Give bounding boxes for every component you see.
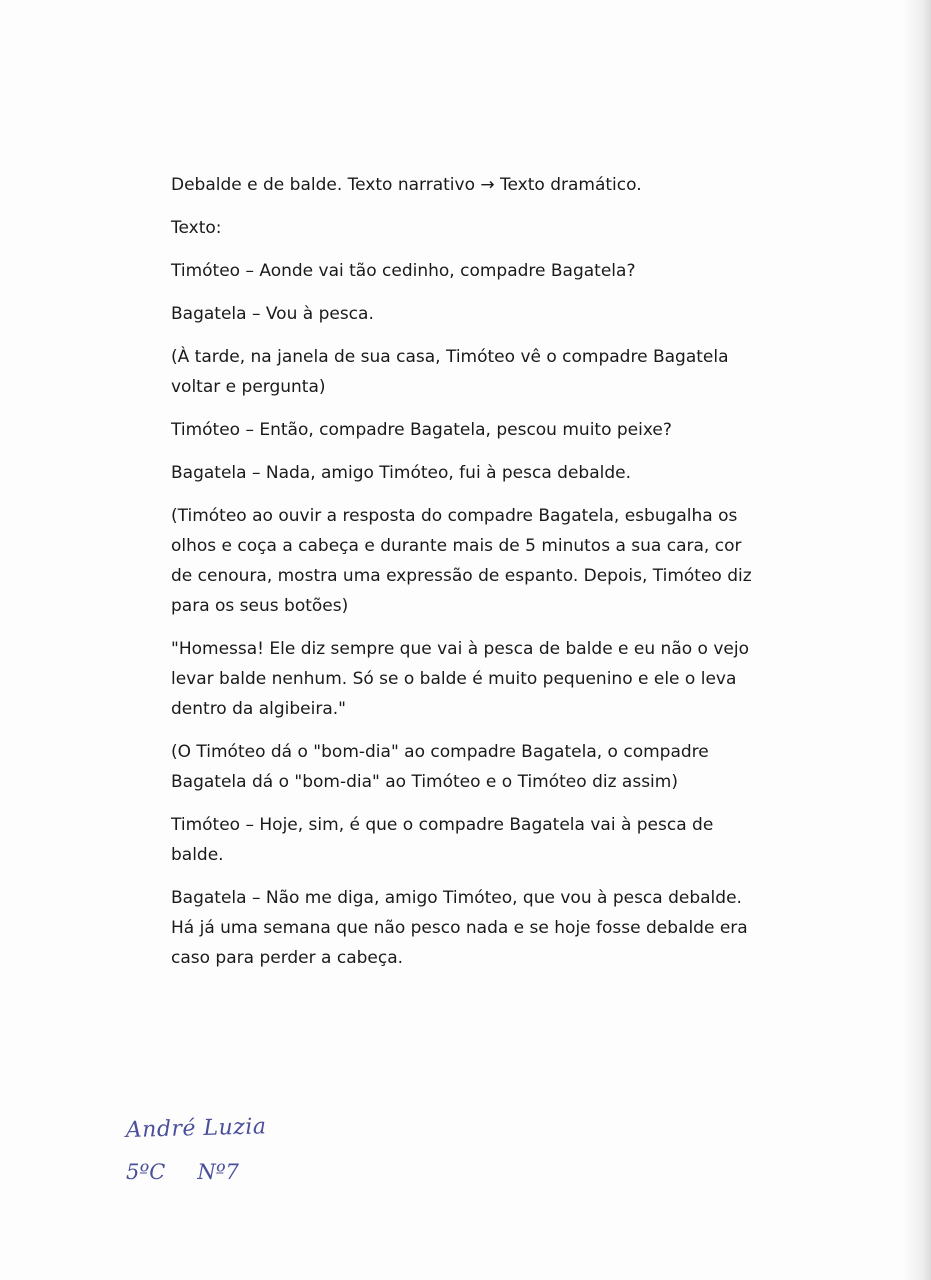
dialogue-line: Bagatela – Nada, amigo Timóteo, fui à pesca debalde. bbox=[171, 463, 632, 483]
stage-direction: (À tarde, na janela de sua casa, Timóteo vê o compadre Bagatela voltar e pergunta) bbox=[171, 347, 729, 397]
dialogue-line: Timóteo – Então, compadre Bagatela, pescou muito peixe? bbox=[171, 420, 672, 440]
inner-monologue: "Homessa! Ele diz sempre que vai à pesca de balde e eu não o vejo levar balde nenhum. Só se o balde é muito pequenino e ele o leva dentro da algibeira." bbox=[171, 639, 749, 719]
dialogue-line: Timóteo – Hoje, sim, é que o compadre Bagatela vai à pesca de balde. bbox=[171, 815, 714, 865]
document-title: Debalde e de balde. Texto narrativo → Texto dramático. bbox=[171, 175, 642, 195]
student-number: Nº7 bbox=[197, 1160, 239, 1184]
dialogue-line: Timóteo – Aonde vai tão cedinho, compadre Bagatela? bbox=[171, 261, 636, 281]
document-body bbox=[171, 170, 761, 986]
stage-direction: (Timóteo ao ouvir a resposta do compadre Bagatela, esbugalha os olhos e coça a cabeça e durante mais de 5 minutos a sua cara, cor de cenoura, mostra uma expressão de espanto. Depois, Timóteo diz para os seus botões) bbox=[171, 506, 752, 616]
handwritten-signature bbox=[125, 1114, 306, 1184]
dialogue-line: Bagatela – Não me diga, amigo Timóteo, que vou à pesca debalde. Há já uma semana que não pesco nada e se hoje fosse debalde era caso para perder a cabeça. bbox=[171, 888, 748, 968]
class-label: 5ºC bbox=[126, 1160, 166, 1184]
page-edge-shadow bbox=[903, 0, 931, 1280]
stage-direction: (O Timóteo dá o "bom-dia" ao compadre Bagatela, o compadre Bagatela dá o "bom-dia" ao Timóteo e o Timóteo diz assim) bbox=[171, 742, 709, 792]
text-label: Texto: bbox=[171, 218, 222, 238]
dialogue-line: Bagatela – Vou à pesca. bbox=[171, 304, 374, 324]
student-name: André Luzia bbox=[125, 1114, 267, 1143]
class-info bbox=[126, 1160, 306, 1184]
